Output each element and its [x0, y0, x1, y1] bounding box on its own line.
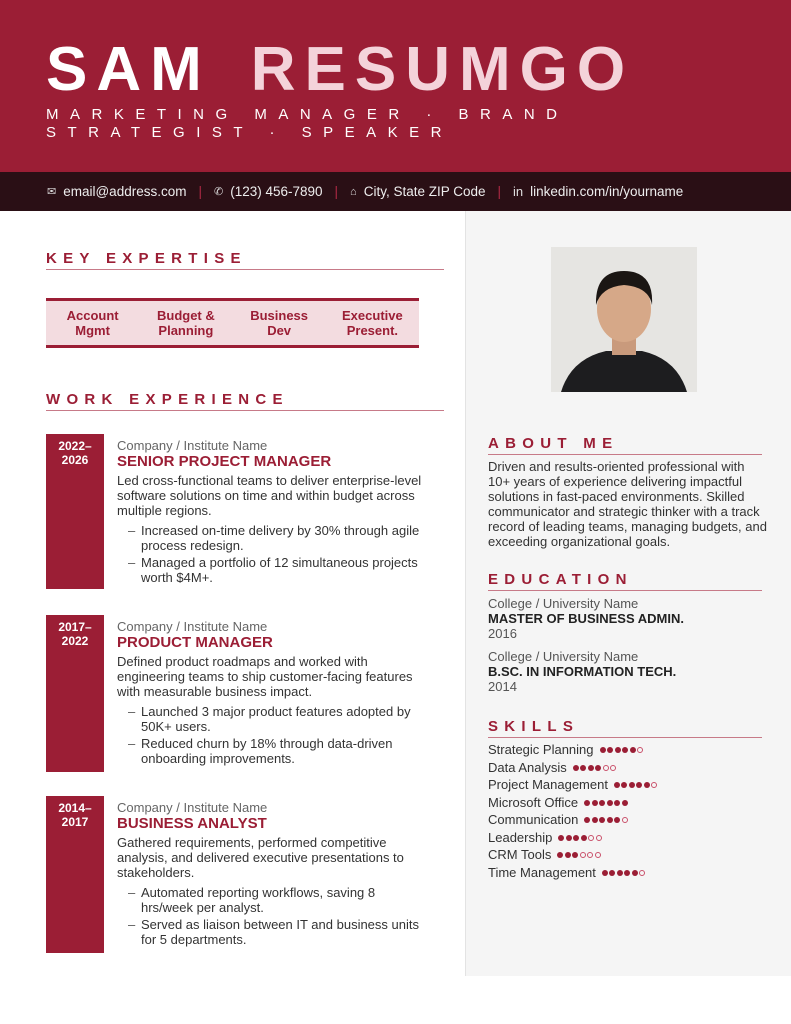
- company-name: Company / Institute Name: [117, 438, 268, 453]
- job-subtitle: MARKETING MANAGER · BRAND STRATEGIST · SPEAKER: [46, 106, 569, 141]
- skill-dot-filled: [573, 765, 579, 771]
- expertise-item: Executive Present.: [342, 308, 403, 338]
- job-bullet: – Served as liaison between IT and business units for 5 departments.: [117, 917, 427, 947]
- skill-dot-filled: [584, 817, 590, 823]
- header: [0, 0, 791, 172]
- skill-name: Data Analysis: [488, 759, 567, 775]
- skill-dot-filled: [600, 747, 606, 753]
- job-bullet: – Launched 3 major product features adopted by 50K+ users.: [117, 704, 427, 734]
- skill-dot-filled: [636, 782, 642, 788]
- skill-dot-empty: [596, 835, 602, 841]
- skill-dot-filled: [592, 817, 598, 823]
- skill-dot-filled: [624, 870, 630, 876]
- skill-dot-filled: [615, 747, 621, 753]
- last-name: RESUMGO: [250, 35, 635, 104]
- skill-dot-filled: [588, 765, 594, 771]
- skill-dot-filled: [584, 800, 590, 806]
- skill-dot-filled: [580, 765, 586, 771]
- expertise-item: Budget & Planning: [156, 308, 215, 338]
- skill-dot-empty: [587, 852, 593, 858]
- skill-dot-empty: [637, 747, 643, 753]
- skill-dot-filled: [609, 870, 615, 876]
- job-years: 2022– 2026: [46, 434, 104, 589]
- profile-photo: [551, 247, 697, 392]
- skill-item: [488, 847, 768, 865]
- phone: (123) 456-7890: [230, 184, 323, 199]
- job-title: PRODUCT MANAGER: [117, 634, 273, 651]
- skill-name: Leadership: [488, 829, 553, 845]
- degree: B.SC. IN INFORMATION TECH.: [488, 664, 677, 679]
- skill-dot-filled: [573, 835, 579, 841]
- skill-name: Project Management: [488, 777, 608, 792]
- divider: |: [198, 184, 202, 199]
- skill-item: [488, 760, 768, 778]
- job-bullet: – Managed a portfolio of 12 simultaneous projects worth $4M+.: [117, 555, 427, 585]
- skill-dot-filled: [602, 870, 608, 876]
- email[interactable]: email@address.com: [63, 184, 187, 199]
- skill-dot-filled: [622, 747, 628, 753]
- school-name: College / University Name: [488, 596, 639, 611]
- home-icon: ⌂: [350, 185, 357, 198]
- job-title: BUSINESS ANALYST: [117, 815, 267, 832]
- skill-dot-filled: [599, 800, 605, 806]
- job-description: Led cross-functional teams to deliver enterprise-level software solutions on time and within budget across multiple regions.: [117, 473, 422, 518]
- candidate-name: [46, 34, 634, 105]
- skill-dot-filled: [592, 800, 598, 806]
- skill-dot-filled: [614, 817, 620, 823]
- skills-heading: SKILLS: [488, 718, 762, 738]
- skill-dot-filled: [581, 835, 587, 841]
- skill-item: [488, 742, 768, 760]
- skill-item: [488, 830, 768, 848]
- job-title: SENIOR PROJECT MANAGER: [117, 453, 332, 470]
- key-expertise-heading: KEY EXPERTISE: [46, 250, 444, 270]
- job-bullet: – Automated reporting workflows, saving 8 hrs/week per analyst.: [117, 885, 427, 915]
- envelope-icon: ✉: [47, 186, 57, 198]
- skill-dot-filled: [607, 747, 613, 753]
- skill-dot-filled: [557, 852, 563, 858]
- company-name: Company / Institute Name: [117, 800, 268, 815]
- skill-dot-filled: [565, 852, 571, 858]
- job-years: 2014– 2017: [46, 796, 104, 953]
- skill-item: [488, 865, 768, 883]
- job-description: Gathered requirements, performed competitive analysis, and delivered executive presentations to stakeholders.: [117, 835, 404, 880]
- skill-name: CRM Tools: [488, 847, 552, 862]
- skill-dot-filled: [622, 800, 628, 806]
- skill-dot-empty: [610, 765, 616, 771]
- skill-name: Microsoft Office: [488, 794, 579, 810]
- skill-dot-filled: [614, 800, 620, 806]
- skill-item: [488, 795, 768, 813]
- skill-dot-empty: [603, 765, 609, 771]
- skill-dot-filled: [632, 870, 638, 876]
- school-name: College / University Name: [488, 649, 639, 664]
- person-photo-icon: [551, 247, 697, 392]
- linkedin[interactable]: linkedin.com/in/yourname: [530, 184, 684, 199]
- education-list: [488, 596, 768, 694]
- linkedin-icon: in: [513, 184, 524, 199]
- skill-dot-empty: [588, 835, 594, 841]
- job-years: 2017– 2022: [46, 615, 104, 772]
- divider: |: [334, 184, 339, 199]
- skill-dot-empty: [595, 852, 601, 858]
- about-me-text: Driven and results-oriented professional with 10+ years of experience delivering impactful solutions in fast-paced environments. Skilled communicator and strategic thinker with a track record of leading teams, managing budgets, and exceeding organizational goals.: [488, 459, 767, 549]
- expertise-item: Business Dev: [250, 308, 309, 338]
- skill-dot-filled: [595, 765, 601, 771]
- first-name: SAM: [46, 35, 211, 104]
- education-heading: EDUCATION: [488, 571, 762, 591]
- skill-item: [488, 777, 768, 795]
- skill-dot-filled: [572, 852, 578, 858]
- skill-dot-filled: [566, 835, 572, 841]
- skill-name: Communication: [488, 812, 579, 827]
- job-bullet: – Increased on-time delivery by 30% through agile process redesign.: [117, 523, 427, 553]
- skill-dot-filled: [630, 747, 636, 753]
- skill-dot-filled: [607, 817, 613, 823]
- skill-dot-empty: [580, 852, 586, 858]
- job-bullet: – Reduced churn by 18% through data-driven onboarding improvements.: [117, 736, 427, 766]
- skill-item: [488, 812, 768, 830]
- phone-icon: ✆: [213, 186, 224, 198]
- about-me-heading: ABOUT ME: [488, 435, 762, 455]
- expertise-box: [46, 298, 419, 348]
- degree: MASTER OF BUSINESS ADMIN.: [488, 611, 684, 626]
- expertise-item: Account Mgmt: [66, 308, 119, 338]
- graduation-year: 2014: [488, 679, 517, 694]
- job-description: Defined product roadmaps and worked with engineering teams to ship customer-facing features with measurable business impact.: [117, 654, 413, 699]
- skill-dot-filled: [558, 835, 564, 841]
- skill-dot-filled: [617, 870, 623, 876]
- skill-name: Strategic Planning: [488, 742, 594, 757]
- divider: |: [497, 184, 502, 199]
- skills-list: [488, 742, 768, 882]
- skill-name: Time Management: [488, 864, 596, 880]
- skill-dot-filled: [614, 782, 620, 788]
- skill-dot-filled: [599, 817, 605, 823]
- contact-bar: [0, 172, 791, 211]
- work-experience-heading: WORK EXPERIENCE: [46, 391, 444, 411]
- company-name: Company / Institute Name: [117, 619, 268, 634]
- skill-dot-empty: [622, 817, 628, 823]
- graduation-year: 2016: [488, 626, 517, 641]
- address: City, State ZIP Code: [363, 184, 486, 199]
- skill-dot-filled: [629, 782, 635, 788]
- skill-dot-filled: [607, 800, 613, 806]
- skill-dot-empty: [639, 870, 645, 876]
- skill-dot-empty: [651, 782, 657, 788]
- skill-dot-filled: [621, 782, 627, 788]
- skill-dot-filled: [644, 782, 650, 788]
